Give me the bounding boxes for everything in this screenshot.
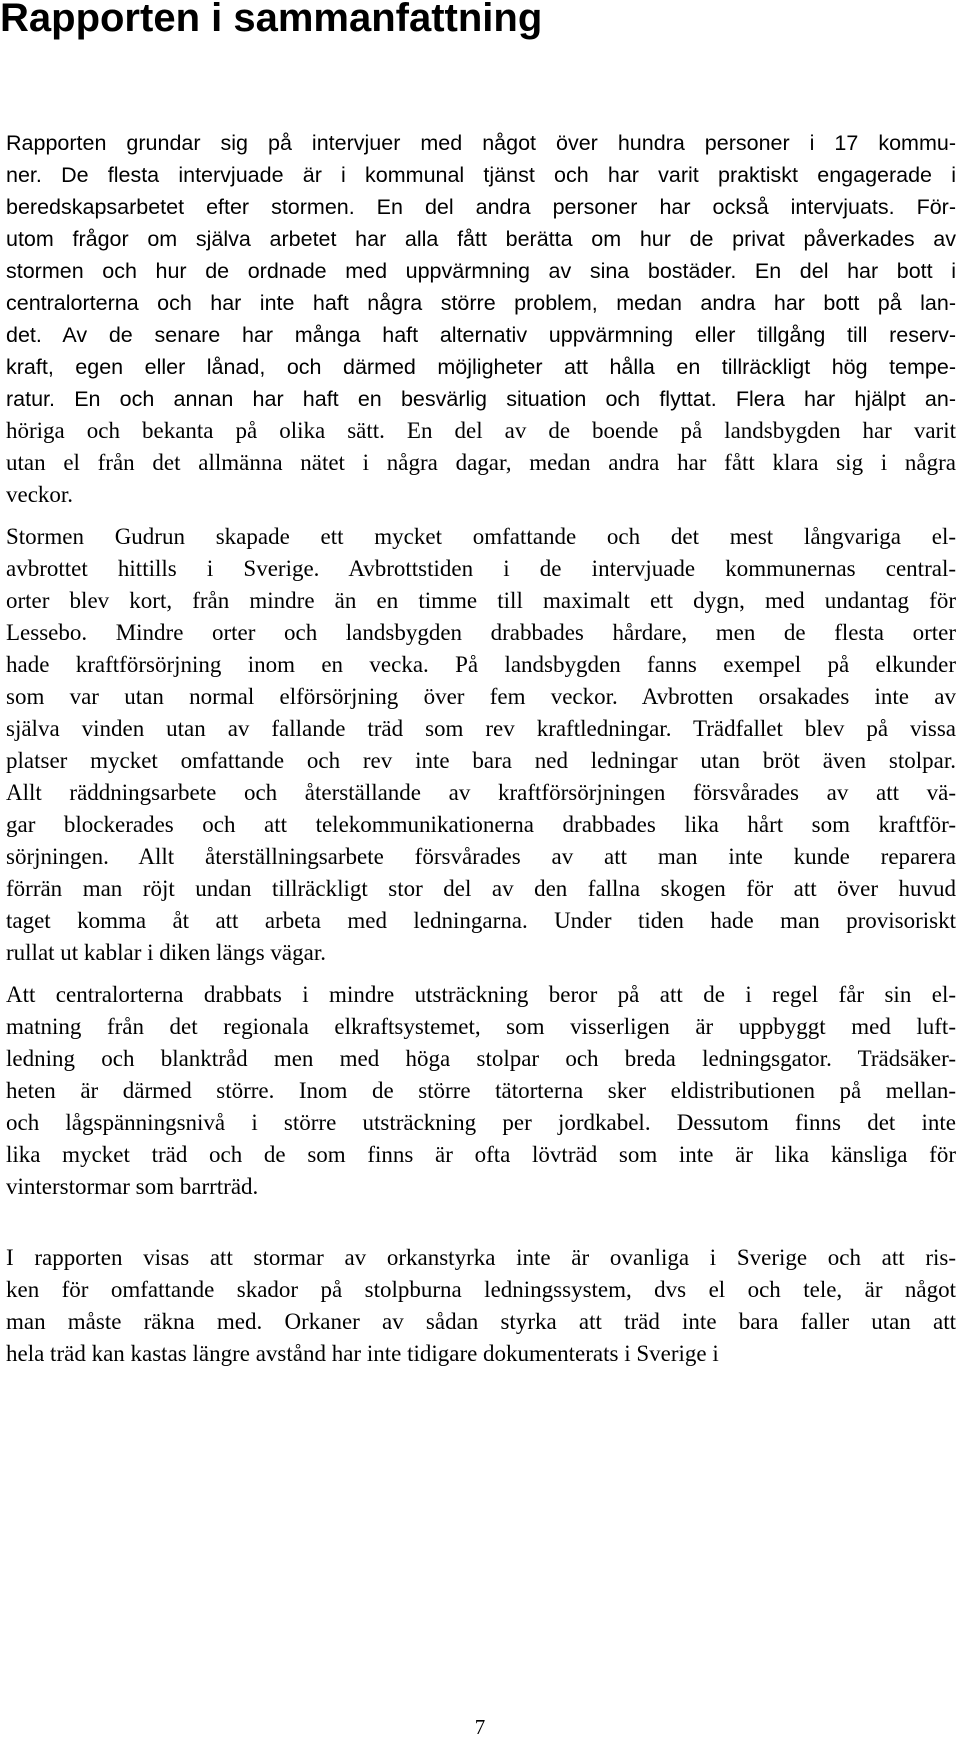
text-line: ratur. En och annan har haft en besvärlig situation och flyttat. Flera har hjälpt an-	[6, 387, 956, 411]
text-line: kraft, egen eller lånad, och därmed möjligheter att hålla en tillräckligt hög tempe-	[6, 355, 956, 379]
text-line: man måste räkna med. Orkaner av sådan styrka att träd inte bara faller utan att	[6, 1309, 956, 1334]
text-line: vinterstormar som barrträd.	[6, 1174, 259, 1199]
text-line: veckor.	[6, 482, 74, 507]
text-line: förrän man röjt undan tillräckligt stor del av den fallna skogen för att över huvud	[6, 876, 956, 901]
text-line: och lågspänningsnivå i större utsträckning per jordkabel. Dessutom finns det inte	[6, 1110, 956, 1135]
paragraph-4	[6, 1242, 956, 1370]
text-line: beredskapsarbetet efter stormen. En del andra personer har också intervjuats. För-	[6, 195, 956, 219]
text-line: ner. De flesta intervjuade är i kommunal tjänst och har varit praktiskt engagerade i	[6, 163, 956, 187]
text-line: Att centralorterna drabbats i mindre utsträckning beror på att de i regel får sin el-	[6, 982, 956, 1007]
text-line: själva vinden utan av fallande träd som rev kraftledningar. Trädfallet blev på vissa	[6, 716, 956, 741]
text-line: Rapporten grundar sig på intervjuer med något över hundra personer i 17 kommu-	[6, 131, 956, 155]
text-line: ledning och blanktråd men med höga stolpar och breda ledningsgator. Trädsäker-	[6, 1046, 956, 1071]
paragraph-3	[6, 979, 956, 1203]
text-line: lika mycket träd och de som finns är ofta lövträd som inte är lika känsliga för	[6, 1142, 956, 1167]
text-line: höriga och bekanta på olika sätt. En del av de boende på landsbygden har varit	[6, 418, 956, 443]
text-line: centralorterna och har inte haft några större problem, medan andra har bott på lan-	[6, 291, 956, 315]
text-line: Allt räddningsarbete och återställande av kraftförsörjningen försvårades av att vä-	[6, 780, 956, 805]
text-line: avbrottet hittills i Sverige. Avbrottstiden i de intervjuade kommunernas central-	[6, 556, 956, 581]
text-line: som var utan normal elförsörjning över fem veckor. Avbrotten orsakades inte av	[6, 684, 956, 709]
text-line: det. Av de senare har många haft alternativ uppvärmning eller tillgång till reserv-	[6, 323, 956, 347]
text-line: orter blev kort, från mindre än en timme till maximalt ett dygn, med undantag för	[6, 588, 956, 613]
text-line: Lessebo. Mindre orter och landsbygden drabbades hårdare, men de flesta orter	[6, 620, 956, 645]
paragraph-2	[6, 521, 956, 969]
text-line: stormen och hur de ordnade med uppvärmning av sina bostäder. En del har bott i	[6, 259, 956, 283]
text-line: heten är därmed större. Inom de större tätorterna sker eldistributionen på mellan-	[6, 1078, 956, 1103]
text-line: utan el från det allmänna nätet i några dagar, medan andra har fått klara sig i några	[6, 450, 956, 475]
text-line: Stormen Gudrun skapade ett mycket omfattande och det mest långvariga el-	[6, 524, 956, 549]
text-line: ken för omfattande skador på stolpburna ledningssystem, dvs el och tele, är något	[6, 1277, 956, 1302]
text-line: gar blockerades och att telekommunikationerna drabbades lika hårt som kraftför-	[6, 812, 956, 837]
page-number: 7	[474, 1715, 486, 1739]
text-line: utom frågor om själva arbetet har alla fått berätta om hur de privat påverkades av	[6, 227, 956, 251]
text-line: platser mycket omfattande och rev inte bara ned ledningar utan bröt även stolpar.	[6, 748, 956, 773]
paragraph-1	[6, 127, 956, 511]
text-line: hela träd kan kastas längre avstånd har inte tidigare dokumenterats i Sverige i	[6, 1341, 719, 1366]
text-line: taget komma åt att arbeta med ledningarna. Under tiden hade man provisoriskt	[6, 908, 956, 933]
text-line: hade kraftförsörjning inom en vecka. På landsbygden fanns exempel på elkunder	[6, 652, 956, 677]
text-line: I rapporten visas att stormar av orkanstyrka inte är ovanliga i Sverige och att ris-	[6, 1245, 956, 1270]
page-title: Rapporten i sammanfattning	[0, 0, 543, 40]
text-line: rullat ut kablar i diken längs vägar.	[6, 940, 326, 965]
text-line: sörjningen. Allt återställningsarbete försvårades av att man inte kunde reparera	[6, 844, 956, 869]
text-line: matning från det regionala elkraftsystemet, som visserligen är uppbyggt med luft-	[6, 1014, 956, 1039]
